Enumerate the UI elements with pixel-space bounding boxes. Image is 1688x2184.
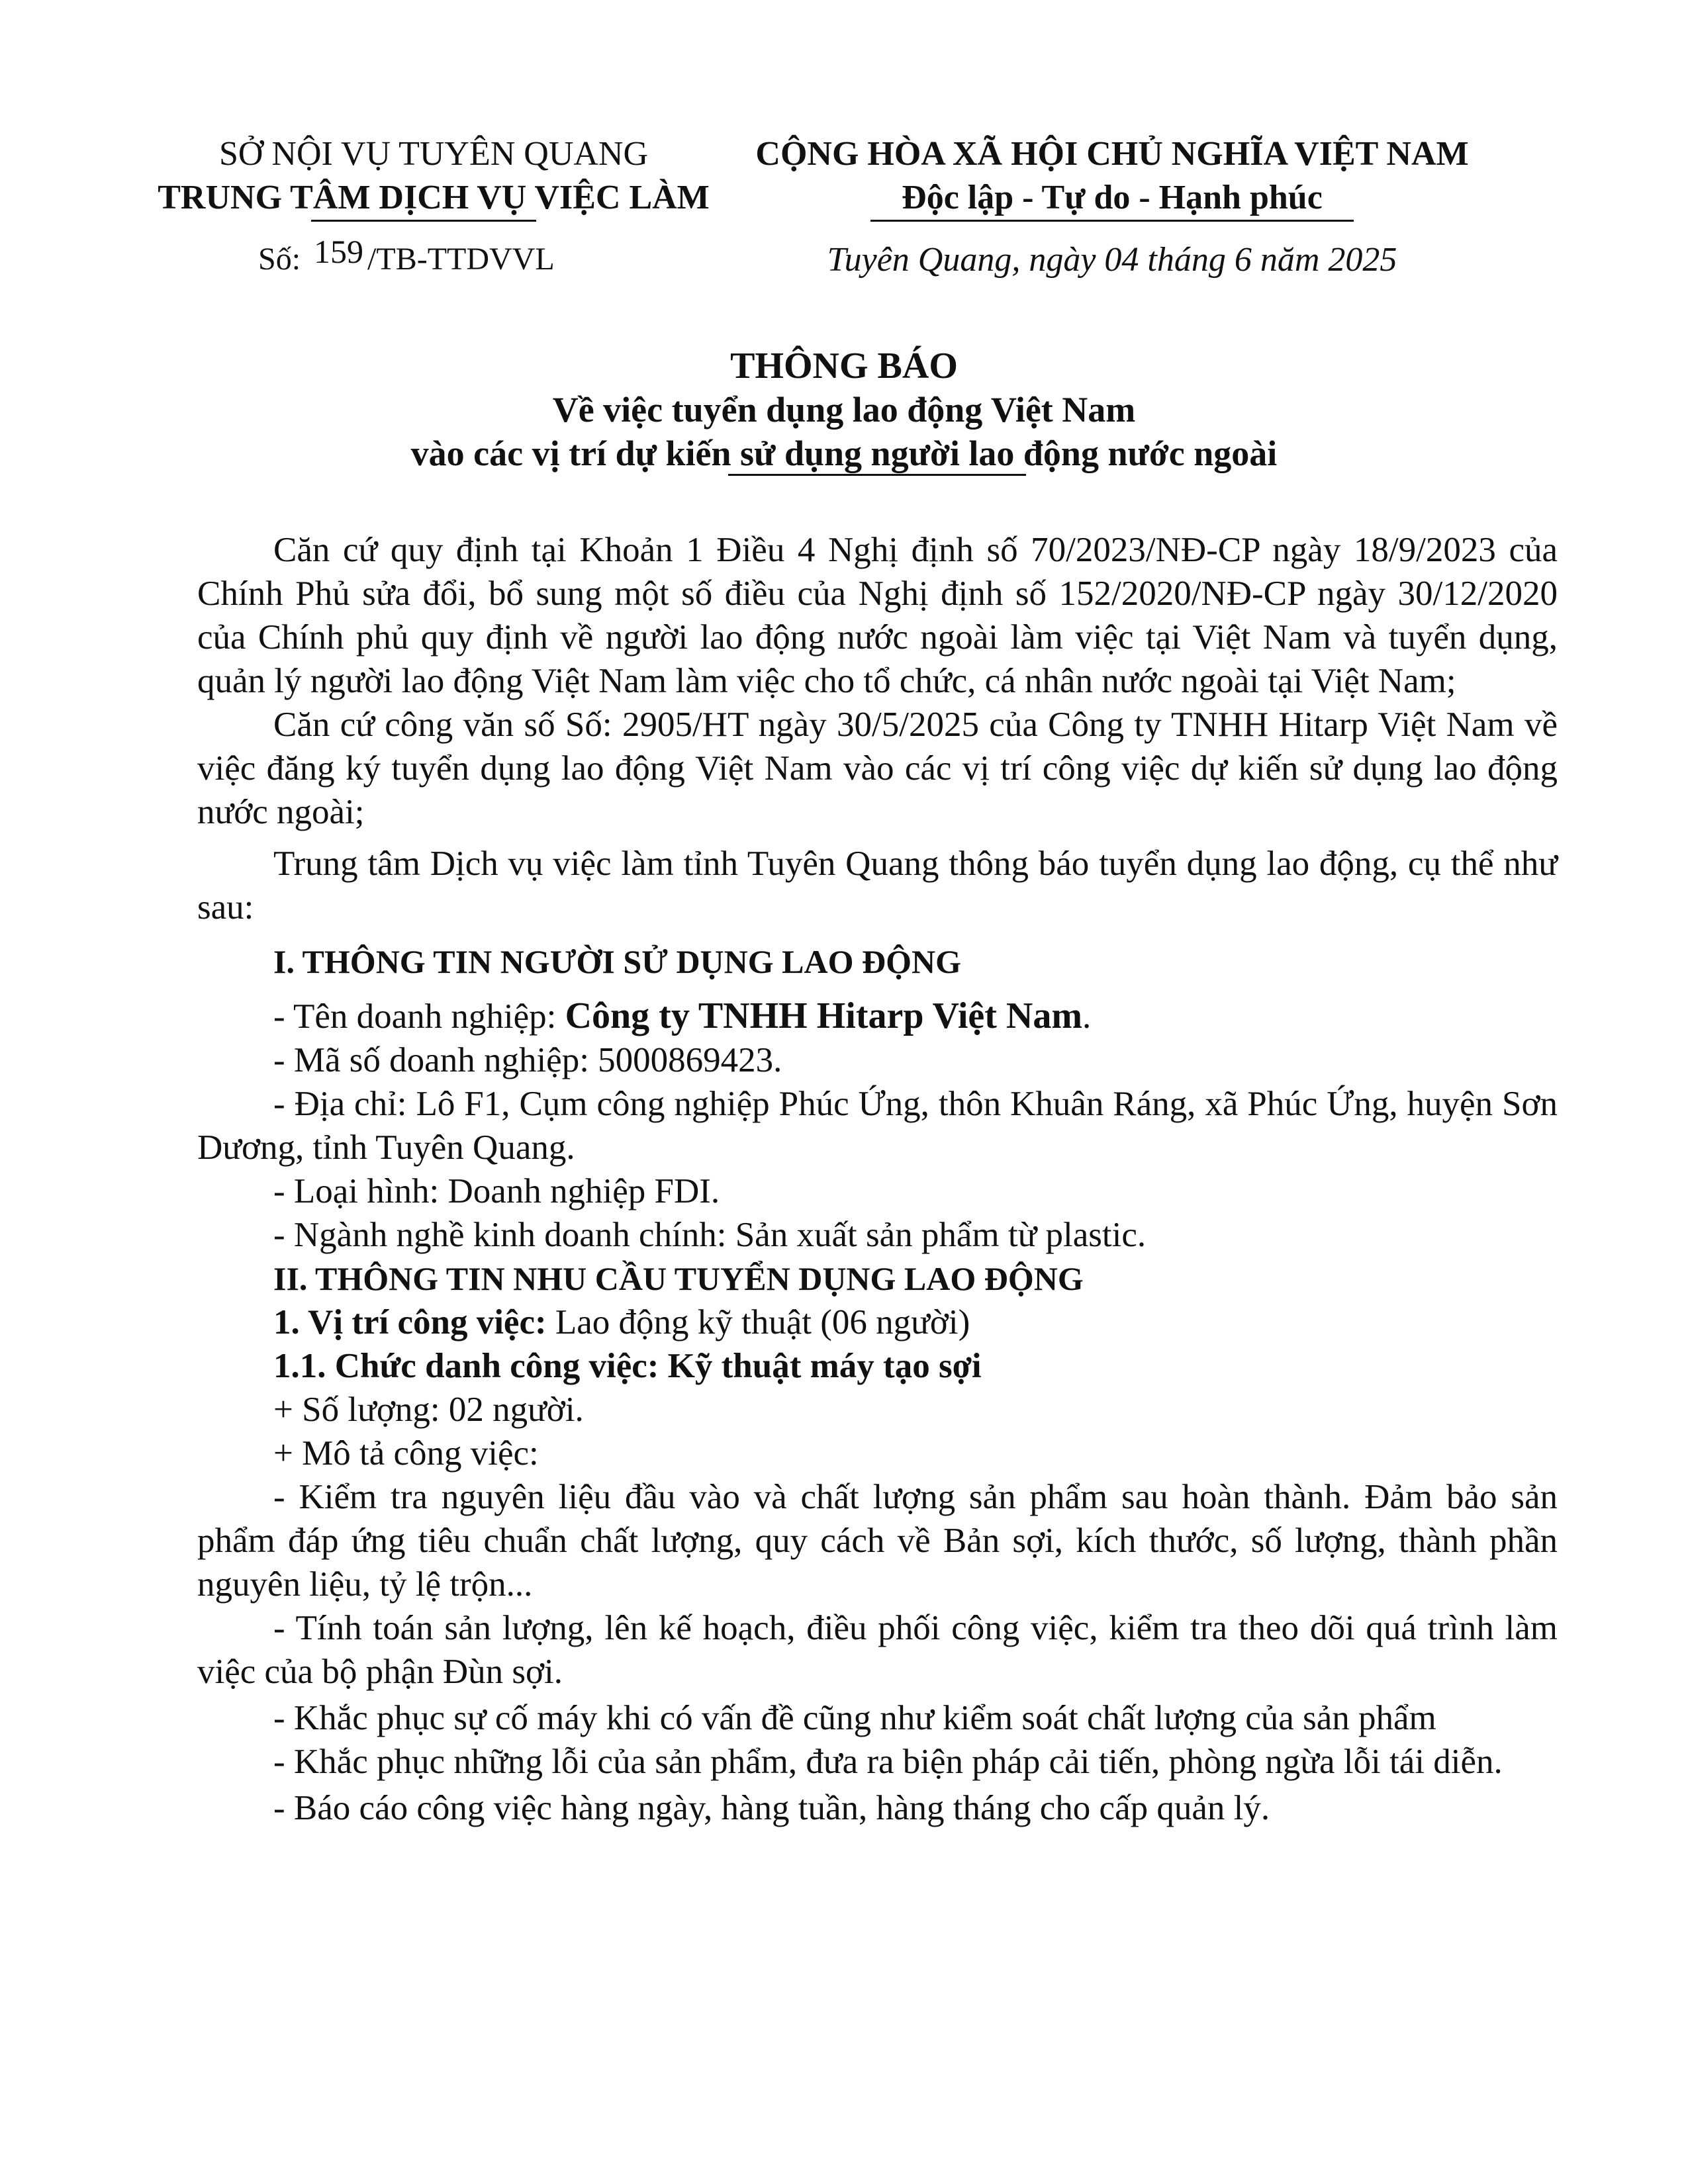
agency-underline bbox=[311, 220, 536, 222]
employer-name-line bbox=[197, 994, 1558, 1038]
section-2-heading: II. THÔNG TIN NHU CẦU TUYỂN DỤNG LAO ĐỘNG bbox=[273, 1260, 1084, 1297]
agency-header bbox=[146, 132, 722, 220]
task-item-1: - Kiểm tra nguyên liệu đầu vào và chất lượng sản phẩm sau hoàn thành. Đảm bảo sản phẩm đáp ứng tiêu chuẩn chất lượng, quy cách về Bản sợi, kích thước, số lượng, thành phần nguyên liệu, tỷ lệ trộn... bbox=[197, 1478, 1558, 1604]
agency-parent: SỞ NỘI VỤ TUYÊN QUANG bbox=[218, 135, 649, 173]
subposition-heading: 1.1. Chức danh công việc: Kỹ thuật máy tạo sợi bbox=[273, 1347, 982, 1385]
title-line-2: Về việc tuyển dụng lao động Việt Nam bbox=[552, 390, 1136, 430]
legal-basis-1: Căn cứ quy định tại Khoản 1 Điều 4 Nghị định số 70/2023/NĐ-CP ngày 18/9/2023 của Chính Phủ sửa đổi, bổ sung một số điều của Nghị định số 152/2020/NĐ-CP ngày 30/12/2020 của Chính phủ quy định về người lao động nước ngoài làm việc tại Việt Nam và tuyển dụng, quản lý người lao động Việt Nam làm việc cho tổ chức, cá nhân nước ngoài tại Việt Nam; bbox=[197, 531, 1558, 700]
document-number-suffix: /TB-TTDVVL bbox=[367, 242, 555, 277]
task-item-4: - Khắc phục những lỗi của sản phẩm, đưa ra biện pháp cải tiến, phòng ngừa lỗi tái diễn. bbox=[273, 1743, 1503, 1781]
document-title bbox=[132, 344, 1556, 475]
agency-name: TRUNG TÂM DỊCH VỤ VIỆC LÀM bbox=[158, 179, 710, 216]
national-header bbox=[722, 132, 1503, 220]
document-number bbox=[258, 233, 555, 279]
task-item-2: - Tính toán sản lượng, lên kế hoạch, điều phối công việc, kiểm tra theo dõi quá trình làm việc của bộ phận Đùn sợi. bbox=[197, 1609, 1558, 1691]
address-line: - Địa chỉ: Lô F1, Cụm công nghiệp Phúc Ứng, thôn Khuân Ráng, xã Phúc Ứng, huyện Sơn Dương, tỉnh Tuyên Quang. bbox=[197, 1085, 1558, 1167]
employer-name-value: Công ty TNHH Hitarp Việt Nam bbox=[565, 995, 1082, 1036]
employer-name-end: . bbox=[1082, 997, 1092, 1036]
nation-title: CỘNG HÒA XÃ HỘI CHỦ NGHĨA VIỆT NAM bbox=[755, 135, 1469, 173]
date-line: Tuyên Quang, ngày 04 tháng 6 năm 2025 bbox=[827, 241, 1397, 279]
task-item-5: - Báo cáo công việc hàng ngày, hàng tuần, hàng tháng cho cấp quản lý. bbox=[273, 1789, 1270, 1827]
title-underline bbox=[728, 474, 1026, 476]
tax-code-line: - Mã số doanh nghiệp: 5000869423. bbox=[273, 1041, 782, 1079]
employer-name-label: - Tên doanh nghiệp: bbox=[273, 997, 565, 1036]
document-number-label: Số: bbox=[258, 242, 301, 277]
position-value: Lao động kỹ thuật (06 người) bbox=[546, 1303, 970, 1342]
document-number-value: 159 bbox=[314, 233, 364, 270]
legal-basis-2: Căn cứ công văn số Số: 2905/HT ngày 30/5/2025 của Công ty TNHH Hitarp Việt Nam về việc đăng ký tuyển dụng lao động Việt Nam vào các vị trí công việc dự kiến sử dụng lao động nước ngoài; bbox=[197, 705, 1558, 831]
title-line-3: vào các vị trí dự kiến sử dụng người lao động nước ngoài bbox=[410, 433, 1278, 473]
position-label: 1. Vị trí công việc: bbox=[273, 1303, 547, 1342]
title-line-1: THÔNG BÁO bbox=[730, 345, 958, 387]
task-item-3: - Khắc phục sự cố máy khi có vấn đề cũng như kiểm soát chất lượng của sản phẩm bbox=[273, 1699, 1436, 1737]
intro-paragraph: Trung tâm Dịch vụ việc làm tỉnh Tuyên Quang thông báo tuyển dụng lao động, cụ thể như sau: bbox=[197, 844, 1558, 927]
business-type-line: - Loại hình: Doanh nghiệp FDI. bbox=[273, 1172, 720, 1210]
position-line bbox=[197, 1300, 1558, 1344]
quantity-line: + Số lượng: 02 người. bbox=[273, 1390, 584, 1429]
motto-underline bbox=[870, 220, 1354, 222]
description-label: + Mô tả công việc: bbox=[273, 1434, 539, 1473]
business-line: - Ngành nghề kinh doanh chính: Sản xuất sản phẩm từ plastic. bbox=[273, 1216, 1147, 1254]
document-body bbox=[197, 528, 1558, 1830]
section-1-heading: I. THÔNG TIN NGƯỜI SỬ DỤNG LAO ĐỘNG bbox=[273, 943, 962, 980]
motto: Độc lập - Tự do - Hạnh phúc bbox=[902, 179, 1323, 216]
